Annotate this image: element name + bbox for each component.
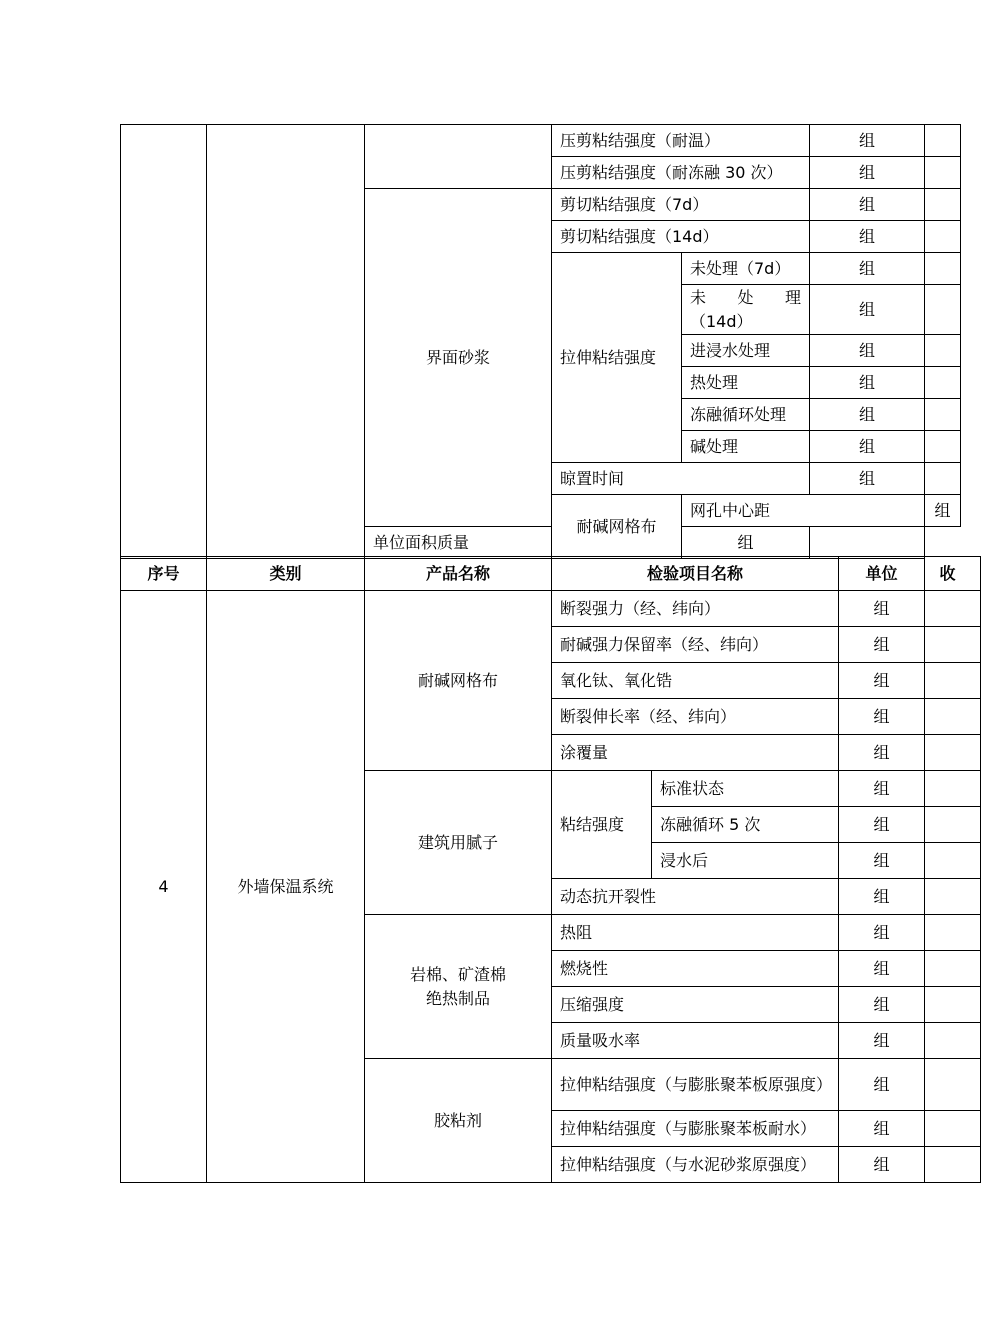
header-seq: 序号 xyxy=(121,557,207,591)
cut-cell xyxy=(925,807,981,843)
subitem-cell: 标准状态 xyxy=(652,771,839,807)
product-line-2: 绝热制品 xyxy=(425,988,490,1008)
subitem-cell: 进浸水处理 xyxy=(682,335,810,367)
header-category: 类别 xyxy=(207,557,365,591)
lower-inspection-table xyxy=(120,556,981,1183)
item-cell: 晾置时间 xyxy=(552,463,810,495)
item-cell: 断裂强力（经、纬向） xyxy=(552,591,839,627)
unit-cell: 组 xyxy=(839,951,925,987)
item-cell: 剪切粘结强度（7d） xyxy=(552,189,810,221)
cut-cell xyxy=(925,699,981,735)
cut-cell xyxy=(925,915,981,951)
subitem-cell: 碱处理 xyxy=(682,431,810,463)
subitem-cell: 未处理（7d） xyxy=(682,253,810,285)
unit-cell: 组 xyxy=(839,699,925,735)
unit-cell: 组 xyxy=(810,157,925,189)
item-cell: 动态抗开裂性 xyxy=(552,879,839,915)
subitem-cell: 浸水后 xyxy=(652,843,839,879)
cut-cell xyxy=(925,1111,981,1147)
cut-cell xyxy=(925,951,981,987)
cut-cell xyxy=(925,627,981,663)
cut-cell xyxy=(925,735,981,771)
product-cell: 胶粘剂 xyxy=(365,1059,552,1183)
cut-cell xyxy=(925,663,981,699)
category-cell: 外墙保温系统 xyxy=(207,591,365,1183)
subitem-cell: 热处理 xyxy=(682,367,810,399)
product-line-1: 岩棉、矿渣棉 xyxy=(409,964,506,984)
unit-cell: 组 xyxy=(839,807,925,843)
unit-cell: 组 xyxy=(810,431,925,463)
cut-cell xyxy=(925,189,961,221)
product-cell: 耐碱网格布 xyxy=(365,591,552,771)
header-item: 检验项目名称 xyxy=(552,557,839,591)
subitem-char: 未 xyxy=(690,287,707,307)
item-cell: 拉伸粘结强度（与膨胀聚苯板耐水） xyxy=(552,1111,839,1147)
cut-cell xyxy=(925,431,961,463)
item-cell: 拉伸粘结强度（与膨胀聚苯板原强度） xyxy=(552,1059,839,1111)
item-cell: 压剪粘结强度（耐冻融 30 次） xyxy=(552,157,810,189)
unit-cell: 组 xyxy=(925,495,961,527)
cut-cell xyxy=(925,1059,981,1111)
product-cell xyxy=(365,915,552,1059)
subitem-cell xyxy=(682,285,810,335)
unit-cell: 组 xyxy=(839,1023,925,1059)
unit-cell: 组 xyxy=(810,285,925,335)
unit-cell: 组 xyxy=(839,987,925,1023)
cut-cell xyxy=(925,285,961,335)
item-cell: 拉伸粘结强度 xyxy=(552,253,682,463)
item-cell: 涂覆量 xyxy=(552,735,839,771)
product-cell: 界面砂浆 xyxy=(365,189,552,527)
cut-cell xyxy=(925,125,961,157)
unit-cell: 组 xyxy=(839,735,925,771)
cut-cell xyxy=(925,221,961,253)
cut-cell xyxy=(925,335,961,367)
unit-cell: 组 xyxy=(810,253,925,285)
cut-cell xyxy=(925,463,961,495)
unit-cell: 组 xyxy=(810,125,925,157)
unit-cell: 组 xyxy=(839,879,925,915)
item-cell: 剪切粘结强度（14d） xyxy=(552,221,810,253)
header-product: 产品名称 xyxy=(365,557,552,591)
subitem-cell: 冻融循环 5 次 xyxy=(652,807,839,843)
table-header-row xyxy=(121,557,981,591)
product-cell-continued xyxy=(365,125,552,189)
unit-cell: 组 xyxy=(810,399,925,431)
item-cell: 耐碱强力保留率（经、纬向） xyxy=(552,627,839,663)
cut-cell xyxy=(810,527,925,559)
subitem-char: 处 xyxy=(737,287,754,307)
item-cell: 拉伸粘结强度（与水泥砂浆原强度） xyxy=(552,1147,839,1183)
seq-cell-continued xyxy=(121,125,207,559)
cut-cell xyxy=(925,1023,981,1059)
unit-cell: 组 xyxy=(839,1059,925,1111)
header-unit: 单位 xyxy=(839,557,925,591)
unit-cell: 组 xyxy=(839,771,925,807)
product-cell: 耐碱网格布 xyxy=(552,495,682,559)
cut-cell xyxy=(925,399,961,431)
cut-cell xyxy=(925,253,961,285)
product-cell: 建筑用腻子 xyxy=(365,771,552,915)
item-cell: 网孔中心距 xyxy=(682,495,925,527)
cut-cell xyxy=(925,157,961,189)
unit-cell: 组 xyxy=(810,335,925,367)
unit-cell: 组 xyxy=(810,189,925,221)
unit-cell: 组 xyxy=(810,463,925,495)
item-cell: 氧化钛、氧化锆 xyxy=(552,663,839,699)
unit-cell: 组 xyxy=(839,663,925,699)
subitem-spaced-line xyxy=(690,286,801,310)
table-row xyxy=(121,125,961,157)
cut-cell xyxy=(925,879,981,915)
unit-cell: 组 xyxy=(839,591,925,627)
cut-cell xyxy=(925,987,981,1023)
subitem-char: 理 xyxy=(785,287,802,307)
table-row xyxy=(121,591,981,627)
subitem-cell: 冻融循环处理 xyxy=(682,399,810,431)
cut-cell xyxy=(925,843,981,879)
seq-cell: 4 xyxy=(121,591,207,1183)
unit-cell: 组 xyxy=(839,627,925,663)
unit-cell: 组 xyxy=(810,367,925,399)
category-cell-continued xyxy=(207,125,365,559)
cut-cell xyxy=(925,771,981,807)
item-cell: 压缩强度 xyxy=(552,987,839,1023)
item-cell: 质量吸水率 xyxy=(552,1023,839,1059)
subitem-second-line: （14d） xyxy=(690,311,753,331)
unit-cell: 组 xyxy=(839,843,925,879)
unit-cell: 组 xyxy=(682,527,810,559)
item-cell: 粘结强度 xyxy=(552,771,652,879)
item-cell: 压剪粘结强度（耐温） xyxy=(552,125,810,157)
item-cell: 热阻 xyxy=(552,915,839,951)
upper-inspection-table xyxy=(120,124,961,559)
item-cell: 断裂伸长率（经、纬向） xyxy=(552,699,839,735)
cut-cell xyxy=(925,591,981,627)
unit-cell: 组 xyxy=(839,1147,925,1183)
cut-cell xyxy=(925,367,961,399)
unit-cell: 组 xyxy=(839,1111,925,1147)
unit-cell: 组 xyxy=(839,915,925,951)
unit-cell: 组 xyxy=(810,221,925,253)
item-cell: 单位面积质量 xyxy=(365,527,682,559)
item-cell: 燃烧性 xyxy=(552,951,839,987)
header-cut: 收 xyxy=(925,557,981,591)
cut-cell xyxy=(925,1147,981,1183)
